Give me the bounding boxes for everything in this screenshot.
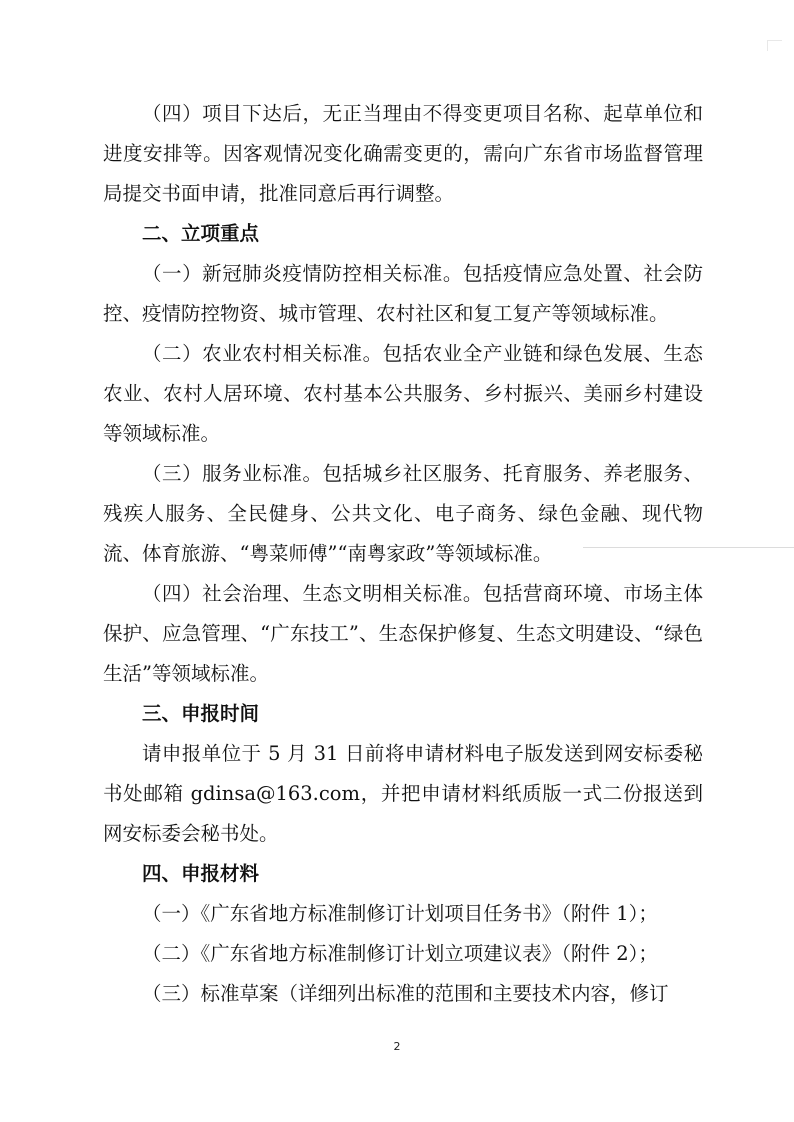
heading-key-areas: 二、立项重点 <box>142 222 260 245</box>
heading-application-materials: 四、申报材料 <box>142 862 260 885</box>
page-number: 2 <box>393 1040 401 1053</box>
heading-application-time: 三、申报时间 <box>142 702 260 725</box>
scan-corner-mark <box>767 40 782 51</box>
material-item-task-book: （一）《广东省地方标准制修订计划项目任务书》（附件 1）； <box>142 902 658 925</box>
scan-artifact-line <box>583 547 794 548</box>
paragraph-agriculture-standards: （二）农业农村相关标准。包括农业全产业链和绿色发展、生态农业、农村人居环境、农村基本公共服务、乡村振兴、美丽乡村建设等领域标准。 <box>103 342 703 445</box>
paragraph-service-standards: （三）服务业标准。包括城乡社区服务、托育服务、养老服务、残疾人服务、全民健身、公共文化、电子商务、绿色金融、现代物流、体育旅游、“粤菜师傅”“南粤家政”等领域标准。 <box>103 462 703 565</box>
paragraph-governance-standards: （四）社会治理、生态文明相关标准。包括营商环境、市场主体保护、应急管理、“广东技工”、生态保护修复、生态文明建设、“绿色生活”等领域标准。 <box>103 582 703 685</box>
paragraph-deadline: 请申报单位于 5 月 31 日前将申请材料电子版发送到网安标委秘书处邮箱 gdinsa@163.com，并把申请材料纸质版一式二份报送到网安标委会秘书处。 <box>103 742 703 845</box>
paragraph-project-change: （四）项目下达后，无正当理由不得变更项目名称、起草单位和进度安排等。因客观情况变化确需变更的，需向广东省市场监督管理局提交书面申请，批准同意后再行调整。 <box>103 102 703 205</box>
paragraph-epidemic-standards: （一）新冠肺炎疫情防控相关标准。包括疫情应急处置、社会防控、疫情防控物资、城市管理、农村社区和复工复产等领域标准。 <box>103 262 703 325</box>
material-item-proposal-form: （二）《广东省地方标准制修订计划立项建议表》（附件 2）； <box>142 942 658 965</box>
material-item-draft-standard: （三）标准草案（详细列出标准的范围和主要技术内容，修订 <box>142 982 669 1005</box>
